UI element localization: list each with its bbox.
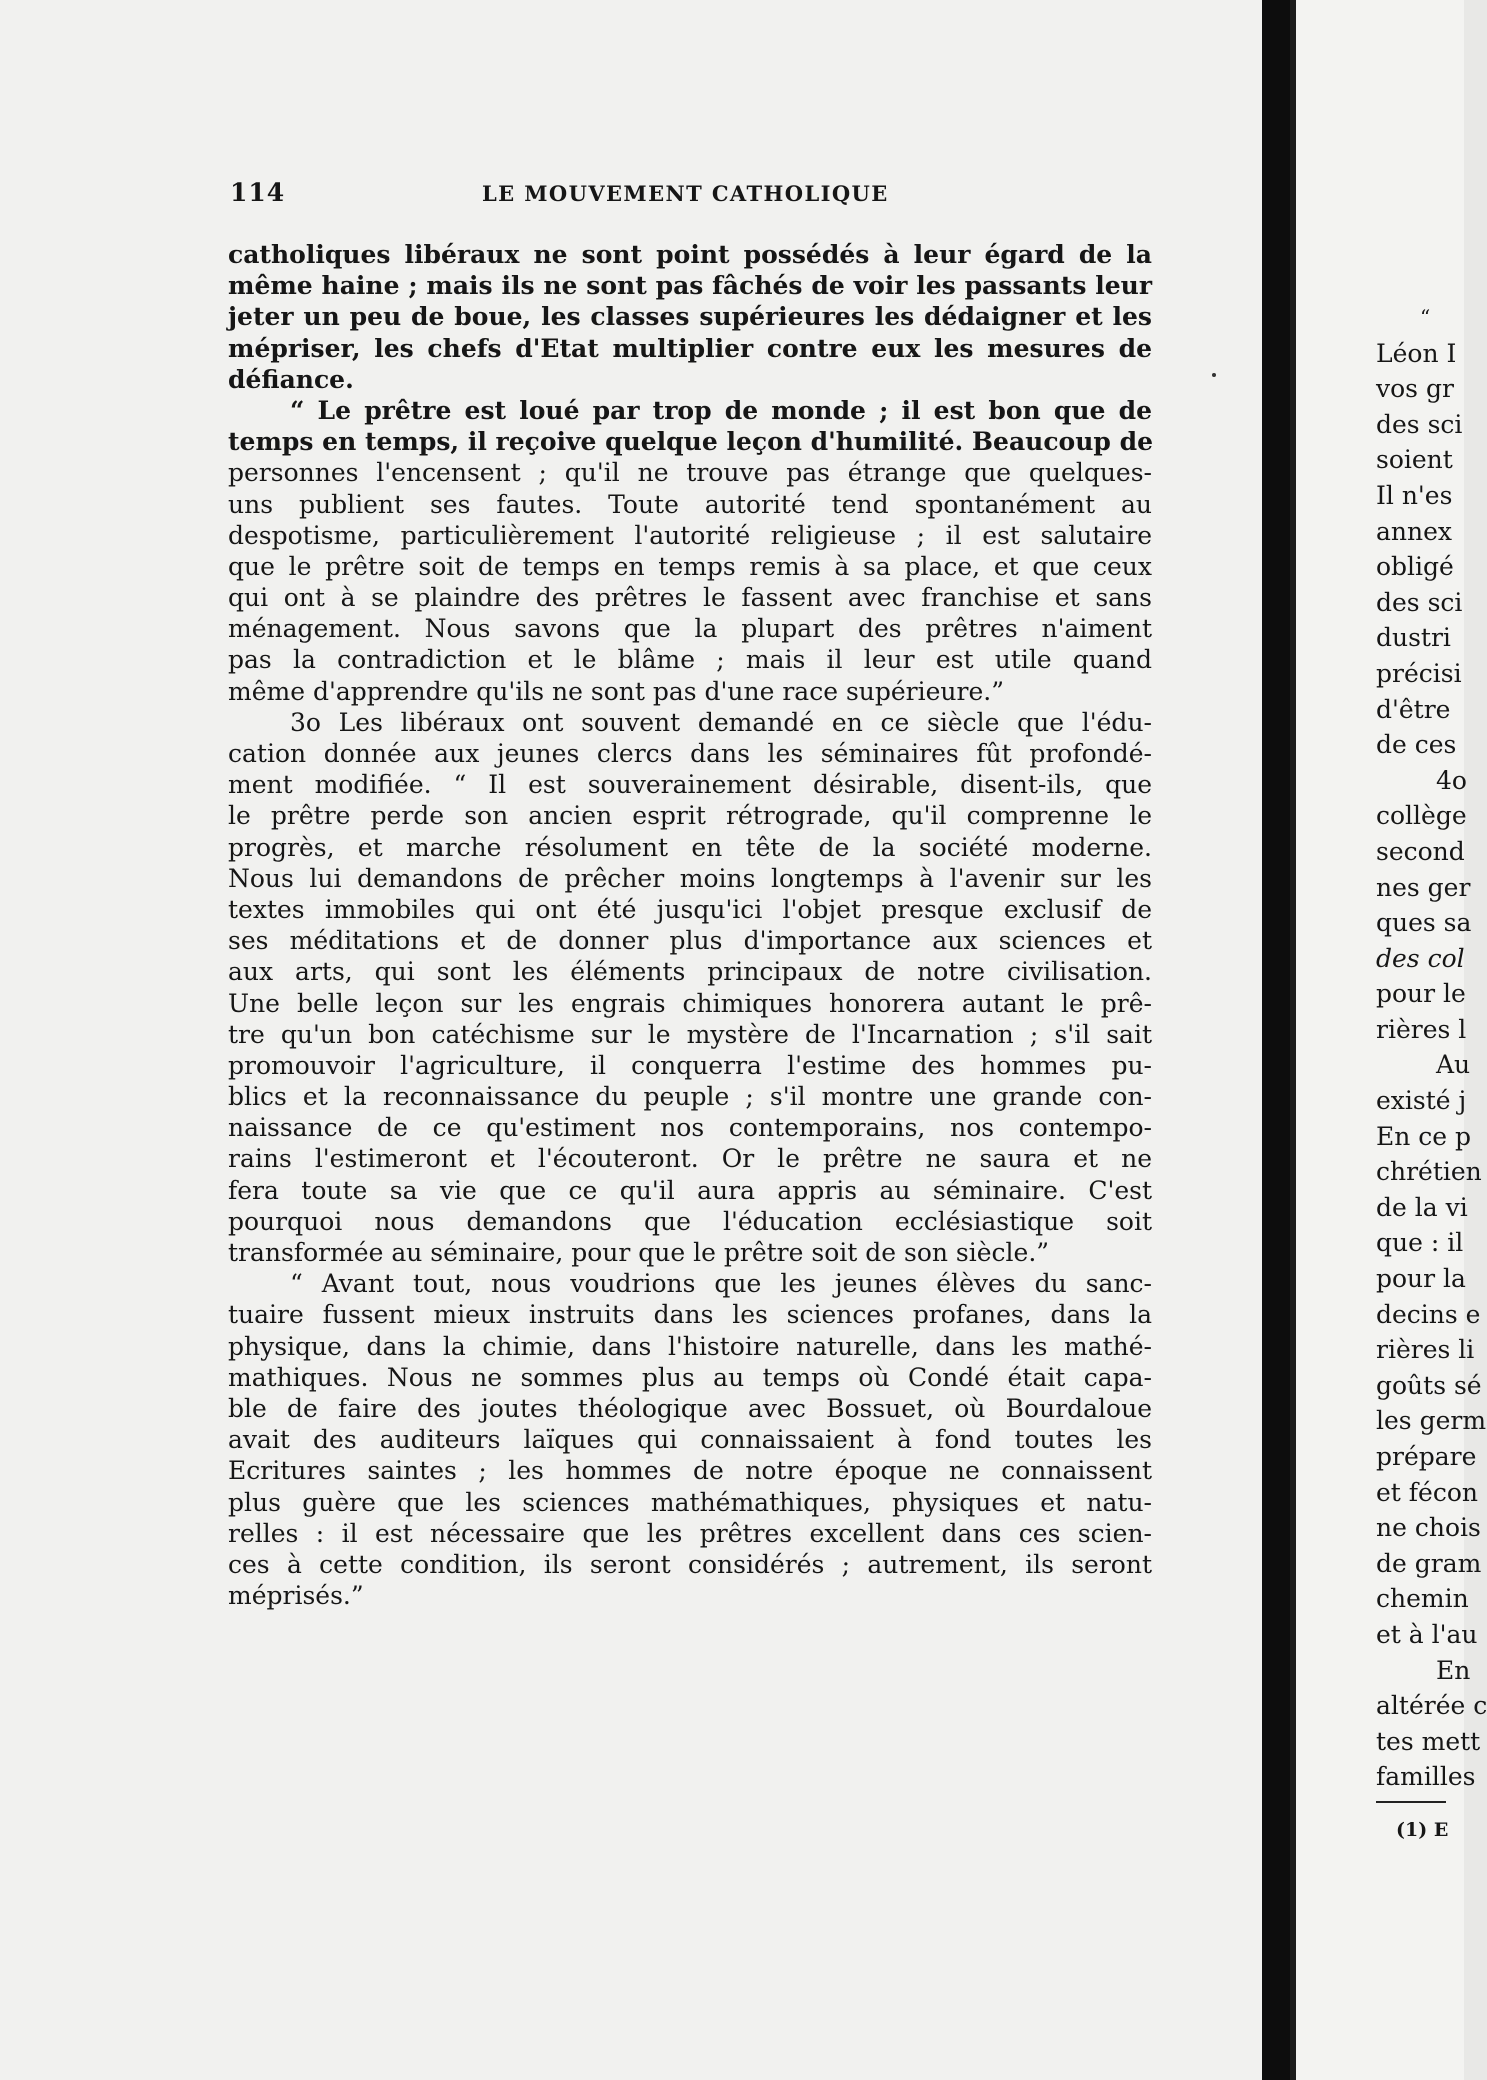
body-text: [228, 239, 1152, 1611]
right-text-line: prépare: [1376, 1442, 1477, 1471]
text-line: Ecritures saintes ; les hommes de notre époque ne connaissent: [228, 1456, 1152, 1486]
text-line: aux arts, qui sont les éléments principaux de notre civilisation.: [228, 957, 1152, 987]
text-line: promouvoir l'agriculture, il conquerra l'estime des hommes pu-: [228, 1050, 1152, 1080]
text-line: cation donnée aux jeunes clercs dans les séminaires fût profondé-: [228, 739, 1152, 768]
right-text-line: obligé: [1376, 552, 1454, 582]
text-line: mépriser, les chefs d'Etat multiplier contre eux les mesures de: [228, 333, 1152, 363]
right-text-line: collège: [1376, 801, 1467, 831]
text-line: ble de faire des joutes théologique avec Bossuet, où Bourdaloue: [228, 1393, 1152, 1423]
right-text-line: second: [1376, 836, 1465, 866]
right-text-line: existé j: [1376, 1086, 1467, 1116]
right-text-line: des sci: [1376, 409, 1463, 439]
text-line: blics et la reconnaissance du peuple ; s'il montre une grande con-: [228, 1082, 1152, 1112]
text-line: despotisme, particulièrement l'autorité religieuse ; il est salutaire: [228, 520, 1152, 550]
text-line: personnes l'encensent ; qu'il ne trouve pas étrange que quelques-: [228, 458, 1152, 488]
text-line: que le prêtre soit de temps en temps remis à sa place, et que ceux: [228, 551, 1152, 581]
right-text-line: ques sa: [1376, 908, 1472, 938]
right-text-line: Léon I: [1376, 338, 1457, 368]
right-text-line: d'être: [1376, 694, 1451, 724]
text-line: jeter un peu de boue, les classes supérieures les dédaigner et les: [228, 302, 1152, 332]
text-line: fera toute sa vie que ce qu'il aura appris au séminaire. C'est: [228, 1175, 1152, 1205]
text-line: même haine ; mais ils ne sont pas fâchés de voir les passants leur: [228, 271, 1152, 301]
footnote-rule: [1376, 1801, 1446, 1803]
text-line: 3o Les libéraux ont souvent demandé en ce siècle que l'édu-: [290, 707, 1152, 737]
right-text-line: rières l: [1376, 1014, 1467, 1044]
text-line: le prêtre perde son ancien esprit rétrograde, qu'il comprenne le: [228, 801, 1152, 831]
text-line: plus guère que les sciences mathémathiques, physiques et natu-: [228, 1487, 1152, 1517]
right-text-line: familles: [1376, 1762, 1476, 1792]
right-text-line: des col: [1376, 943, 1465, 973]
text-line: pas la contradiction et le blâme ; mais il leur est utile quand: [228, 645, 1152, 675]
right-text-line: pour le: [1376, 979, 1466, 1009]
text-line: mathiques. Nous ne sommes plus au temps où Condé était capa-: [228, 1362, 1152, 1392]
right-text-line: de gram: [1376, 1548, 1482, 1578]
text-line: naissance de ce qu'estiment nos contemporains, nos contempo-: [228, 1113, 1152, 1143]
text-line: ménagement. Nous savons que la plupart des prêtres n'aiment: [228, 614, 1152, 644]
text-line: tuaire fussent mieux instruits dans les sciences profanes, dans la: [228, 1300, 1152, 1330]
right-text-line: vos gr: [1376, 374, 1454, 404]
text-line: temps en temps, il reçoive quelque leçon d'humilité. Beaucoup de: [228, 427, 1153, 457]
text-line: tre qu'un bon catéchisme sur le mystère de l'Incarnation ; s'il sait: [228, 1019, 1152, 1049]
text-line: pourquoi nous demandons que l'éducation ecclésiastique soit: [228, 1206, 1152, 1236]
text-line: transformée au séminaire, pour que le prêtre soit de son siècle.”: [228, 1238, 1050, 1267]
right-text-line: “: [1420, 305, 1431, 329]
right-text-line: dustri: [1376, 623, 1451, 653]
right-text-line: les germ: [1376, 1406, 1487, 1436]
text-line: Nous lui demandons de prêcher moins longtemps à l'avenir sur les: [228, 863, 1152, 893]
right-text-line: nes ger: [1376, 872, 1471, 902]
text-line: méprisés.”: [228, 1581, 364, 1611]
right-text-line: Il n'es: [1376, 480, 1453, 510]
right-text-line: chrétien: [1376, 1157, 1482, 1187]
right-text-line: et fécon: [1376, 1477, 1478, 1507]
running-head: LE MOUVEMENT CATHOLIQUE: [482, 181, 889, 206]
text-line: défiance.: [228, 364, 354, 394]
text-line: Une belle leçon sur les engrais chimiques honorera autant le prê-: [228, 988, 1152, 1018]
text-line: ment modifiée. “ Il est souverainement désirable, disent-ils, que: [228, 770, 1152, 800]
page-number: 114: [230, 178, 286, 207]
text-line: avait des auditeurs laïques qui connaissaient à fond toutes les: [228, 1425, 1152, 1455]
right-text-line: tes mett: [1376, 1726, 1481, 1756]
right-text-line: goûts sé: [1376, 1370, 1482, 1400]
footnote: (1) E: [1396, 1818, 1449, 1841]
right-text-line: que : il: [1376, 1228, 1464, 1258]
text-line: “ Avant tout, nous voudrions que les jeunes élèves du sanc-: [290, 1269, 1152, 1299]
text-line: physique, dans la chimie, dans l'histoire naturelle, dans les mathé-: [228, 1331, 1152, 1361]
text-line: même d'apprendre qu'ils ne sont pas d'une race supérieure.”: [228, 676, 1004, 706]
text-line: uns publient ses fautes. Toute autorité tend spontanément au: [228, 489, 1152, 519]
text-line: relles : il est nécessaire que les prêtres excellent dans ces scien-: [228, 1518, 1152, 1548]
right-text-line: de la vi: [1376, 1192, 1468, 1222]
right-text-line: et à l'au: [1376, 1619, 1478, 1649]
text-line: textes immobiles qui ont été jusqu'ici l'objet presque exclusif de: [228, 894, 1152, 924]
right-text-line: des sci: [1376, 587, 1463, 617]
text-line: rains l'estimeront et l'écouteront. Or le prêtre ne saura et ne: [228, 1144, 1152, 1174]
right-text-line: de ces: [1376, 730, 1457, 760]
right-text-line: En ce p: [1376, 1121, 1472, 1151]
right-text-line: annex: [1376, 516, 1453, 546]
text-line: “ Le prêtre est loué par trop de monde ; il est bon que de: [290, 395, 1152, 425]
text-line: qui ont à se plaindre des prêtres le fassent avec franchise et sans: [228, 583, 1152, 613]
right-page-text: [1376, 300, 1487, 1849]
text-line: catholiques libéraux ne sont point possédés à leur égard de la: [228, 240, 1152, 269]
right-text-line: pour la: [1376, 1264, 1466, 1294]
right-text-line: rières li: [1376, 1335, 1475, 1365]
page-gutter: [1262, 0, 1290, 2080]
right-text-line: altérée c: [1376, 1691, 1487, 1721]
scan-speck: [1212, 373, 1216, 377]
right-text-line: Au: [1436, 1050, 1471, 1080]
right-text-line: En: [1436, 1655, 1471, 1685]
right-text-line: soient: [1376, 445, 1453, 475]
right-text-line: 4o: [1436, 765, 1467, 795]
right-text-line: chemin: [1376, 1584, 1469, 1614]
right-text-line: précisi: [1376, 658, 1462, 688]
page-header: [230, 178, 1150, 218]
text-line: progrès, et marche résolument en tête de la société moderne.: [228, 832, 1152, 862]
text-line: ses méditations et de donner plus d'importance aux sciences et: [228, 926, 1152, 956]
right-page: [1290, 0, 1487, 2080]
right-text-line: decins e: [1376, 1299, 1481, 1329]
text-line: ces à cette condition, ils seront considérés ; autrement, ils seront: [228, 1549, 1152, 1579]
right-text-line: ne chois: [1376, 1513, 1481, 1543]
